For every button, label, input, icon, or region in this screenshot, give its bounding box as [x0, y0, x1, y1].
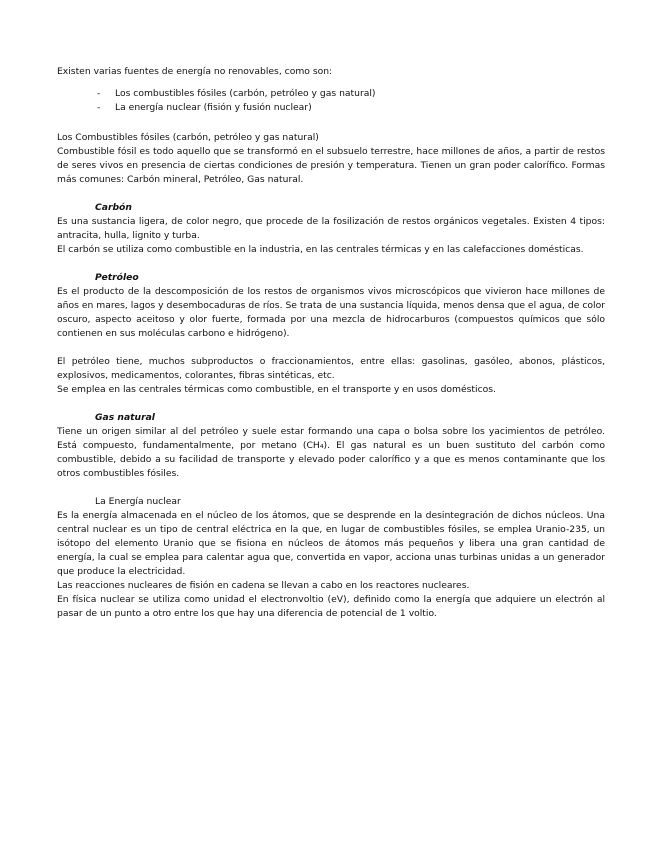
carbon-usage-paragraph: El carbón se utiliza como combustible en la industria, en las centrales térmicas y en las calefacciones domésticas. — [57, 244, 584, 255]
carbon-paragraph: Es una sustancia ligera, de color negro, que procede de la fosilización de restos orgánicos vegetales. Existen 4 tipos: antracita, hulla, lignito y turba. — [57, 216, 605, 241]
list-item-text: Los combustibles fósiles (carbón, petróleo y gas natural) — [115, 88, 376, 99]
electronvolt-paragraph: En física nuclear se utiliza como unidad el electronvoltio (eV), definido como la energía que adquiere un electrón al pasar de un punto a otro entre los que hay una diferencia de potencial de 1 voltio. — [57, 594, 605, 619]
list-item — [57, 101, 605, 115]
intro-text: Existen varias fuentes de energía no renovables, como son: — [57, 66, 333, 77]
carbon-heading: Carbón — [95, 202, 132, 213]
fossil-fuels-heading: Los Combustibles fósiles (carbón, petróleo y gas natural) — [57, 132, 319, 143]
bullet-marker: - — [97, 102, 101, 113]
energy-sources-list — [57, 87, 605, 115]
document-page — [57, 65, 605, 621]
petroleum-usage-paragraph: Se emplea en las centrales térmicas como combustible, en el transporte y en usos domésticos. — [57, 384, 496, 395]
natural-gas-paragraph: Tiene un origen similar al del petróleo y suele estar formando una capa o bolsa sobre los yacimientos de petróleo. Está compuesto, fundamentalmente, por metano (CH₄). El gas natural es un buen sustituto del carbón como combustible, debido a su facilidad de transporte y elevado poder calorífico y a que es menos contaminante que los otros combustibles fósiles. — [57, 426, 605, 479]
petroleum-byproducts-paragraph: El petróleo tiene, muchos subproductos o fraccionamientos, entre ellas: gasolinas, gasóleo, abonos, plásticos, explosivos, medicamentos, colorantes, fibras sintéticas, etc. — [57, 356, 605, 381]
list-item — [57, 87, 605, 101]
petroleum-heading: Petróleo — [95, 272, 139, 283]
natural-gas-heading: Gas natural — [95, 412, 155, 423]
bullet-marker: - — [97, 88, 101, 99]
fossil-fuels-paragraph: Combustible fósil es todo aquello que se transformó en el subsuelo terrestre, hace millones de años, a partir de restos de seres vivos en presencia de ciertas condiciones de presión y temperatura. Tienen un gran poder calorífico. Formas más comunes: Carbón mineral, Petróleo, Gas natural. — [57, 146, 605, 185]
list-item-text: La energía nuclear (fisión y fusión nuclear) — [115, 102, 312, 113]
nuclear-energy-heading: La Energía nuclear — [95, 496, 181, 507]
petroleum-paragraph: Es el producto de la descomposición de los restos de organismos vivos microscópicos que vivieron hace millones de años en mares, lagos y desembocaduras de ríos. Se trata de una sustancia líquida, menos densa que el agua, de color oscuro, aspecto aceitoso y olor fuerte, formada por una mezcla de hidrocarburos (compuestos químicos que sólo contienen en sus moléculas carbono e hidrógeno). — [57, 286, 605, 339]
nuclear-energy-paragraph: Es la energía almacenada en el núcleo de los átomos, que se desprende en la desintegración de dichos núcleos. Una central nuclear es un tipo de central eléctrica en la que, en lugar de combustibles fósiles, se emplea Uranio-235, un isótopo del elemento Uranio que se fisiona en núcleos de átomos más pequeños y libera una gran cantidad de energía, la cual se emplea para calentar agua que, convertida en vapor, acciona unas turbinas unidas a un generador que produce la electricidad. — [57, 510, 605, 577]
nuclear-reactions-paragraph: Las reacciones nucleares de fisión en cadena se llevan a cabo en los reactores nucleares. — [57, 580, 470, 591]
